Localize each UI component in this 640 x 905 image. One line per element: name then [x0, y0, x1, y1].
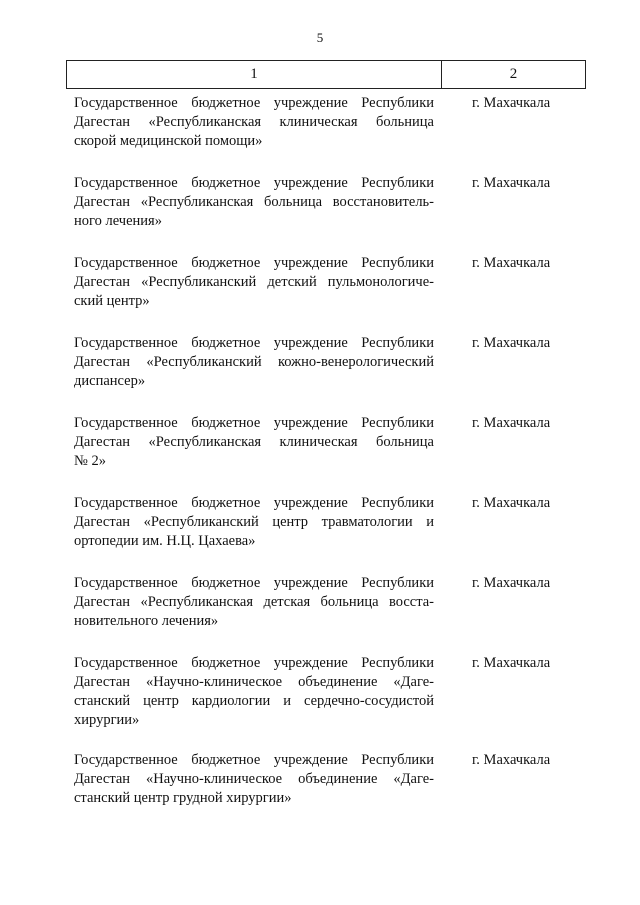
table-row	[74, 94, 586, 151]
institution-name	[74, 334, 434, 391]
table-header	[66, 60, 586, 89]
institution-name-line: Государственное бюджетное учреждение Республики	[74, 575, 434, 591]
institution-name	[74, 574, 434, 631]
institution-name	[74, 174, 434, 231]
institution-city: г. Махачкала	[472, 255, 551, 271]
header-col-1: 1	[67, 61, 442, 88]
institution-name-line: ский центр»	[74, 293, 150, 309]
institution-name-line: новительного лечения»	[74, 613, 219, 629]
institution-name-line: Дагестан «Научно-клиническое объединение «Даге-	[74, 771, 434, 787]
institution-name-line: ного лечения»	[74, 213, 162, 229]
institution-name-line: Государственное бюджетное учреждение Республики	[74, 175, 434, 191]
institution-city: г. Махачкала	[472, 335, 551, 351]
institution-name-line: Дагестан «Республиканский кожно-венерологический	[74, 354, 434, 370]
institution-city: г. Махачкала	[472, 175, 551, 191]
institution-name-line: Государственное бюджетное учреждение Республики	[74, 495, 434, 511]
institution-city: г. Махачкала	[472, 495, 551, 511]
institution-name-line: диспансер»	[74, 373, 146, 389]
page-number: 5	[316, 30, 324, 45]
institution-name-line: станский центр кардиологии и сердечно-сосудистой	[74, 693, 434, 709]
institution-name-line: хирургии»	[74, 712, 140, 728]
institution-name-line: № 2»	[74, 453, 106, 469]
institution-name-line: Государственное бюджетное учреждение Республики	[74, 95, 434, 111]
table-row	[74, 334, 586, 391]
institution-name-line: Государственное бюджетное учреждение Республики	[74, 335, 434, 351]
institution-city: г. Махачкала	[472, 575, 551, 591]
table-row	[74, 174, 586, 231]
institution-city: г. Махачкала	[472, 655, 551, 671]
institution-city: г. Махачкала	[472, 95, 551, 111]
institution-name-line: Дагестан «Республиканская клиническая больница	[74, 434, 434, 450]
table-row	[74, 494, 586, 551]
institution-name-line: ортопедии им. Н.Ц. Цахаева»	[74, 533, 256, 549]
table-row	[74, 751, 586, 808]
institution-name-line: Дагестан «Республиканский центр травматологии и	[74, 514, 434, 530]
table-row	[74, 574, 586, 631]
institution-name-line: Государственное бюджетное учреждение Республики	[74, 752, 434, 768]
institution-name-line: Государственное бюджетное учреждение Республики	[74, 655, 434, 671]
table-row	[74, 654, 586, 730]
institution-name-line: Дагестан «Республиканская клиническая больница	[74, 114, 434, 130]
institution-name	[74, 414, 434, 471]
institution-name	[74, 94, 434, 151]
table-row	[74, 254, 586, 311]
header-col-2: 2	[509, 66, 518, 82]
institution-city: г. Махачкала	[472, 415, 551, 431]
institution-name-line: Дагестан «Научно-клиническое объединение «Даге-	[74, 674, 434, 690]
table-row	[74, 414, 586, 471]
institution-name-line: Государственное бюджетное учреждение Республики	[74, 415, 434, 431]
institution-name	[74, 654, 434, 730]
institution-name-line: скорой медицинской помощи»	[74, 133, 263, 149]
institution-name-line: Дагестан «Республиканская больница восстановитель-	[74, 194, 434, 210]
institution-name	[74, 494, 434, 551]
institution-city: г. Махачкала	[472, 752, 551, 768]
institution-name	[74, 751, 434, 808]
institution-name-line: Дагестан «Республиканская детская больница восста-	[74, 594, 434, 610]
institution-name-line: станский центр грудной хирургии»	[74, 790, 292, 806]
institution-name-line: Государственное бюджетное учреждение Республики	[74, 255, 434, 271]
institution-name-line: Дагестан «Республиканский детский пульмонологиче-	[74, 274, 434, 290]
institution-name	[74, 254, 434, 311]
